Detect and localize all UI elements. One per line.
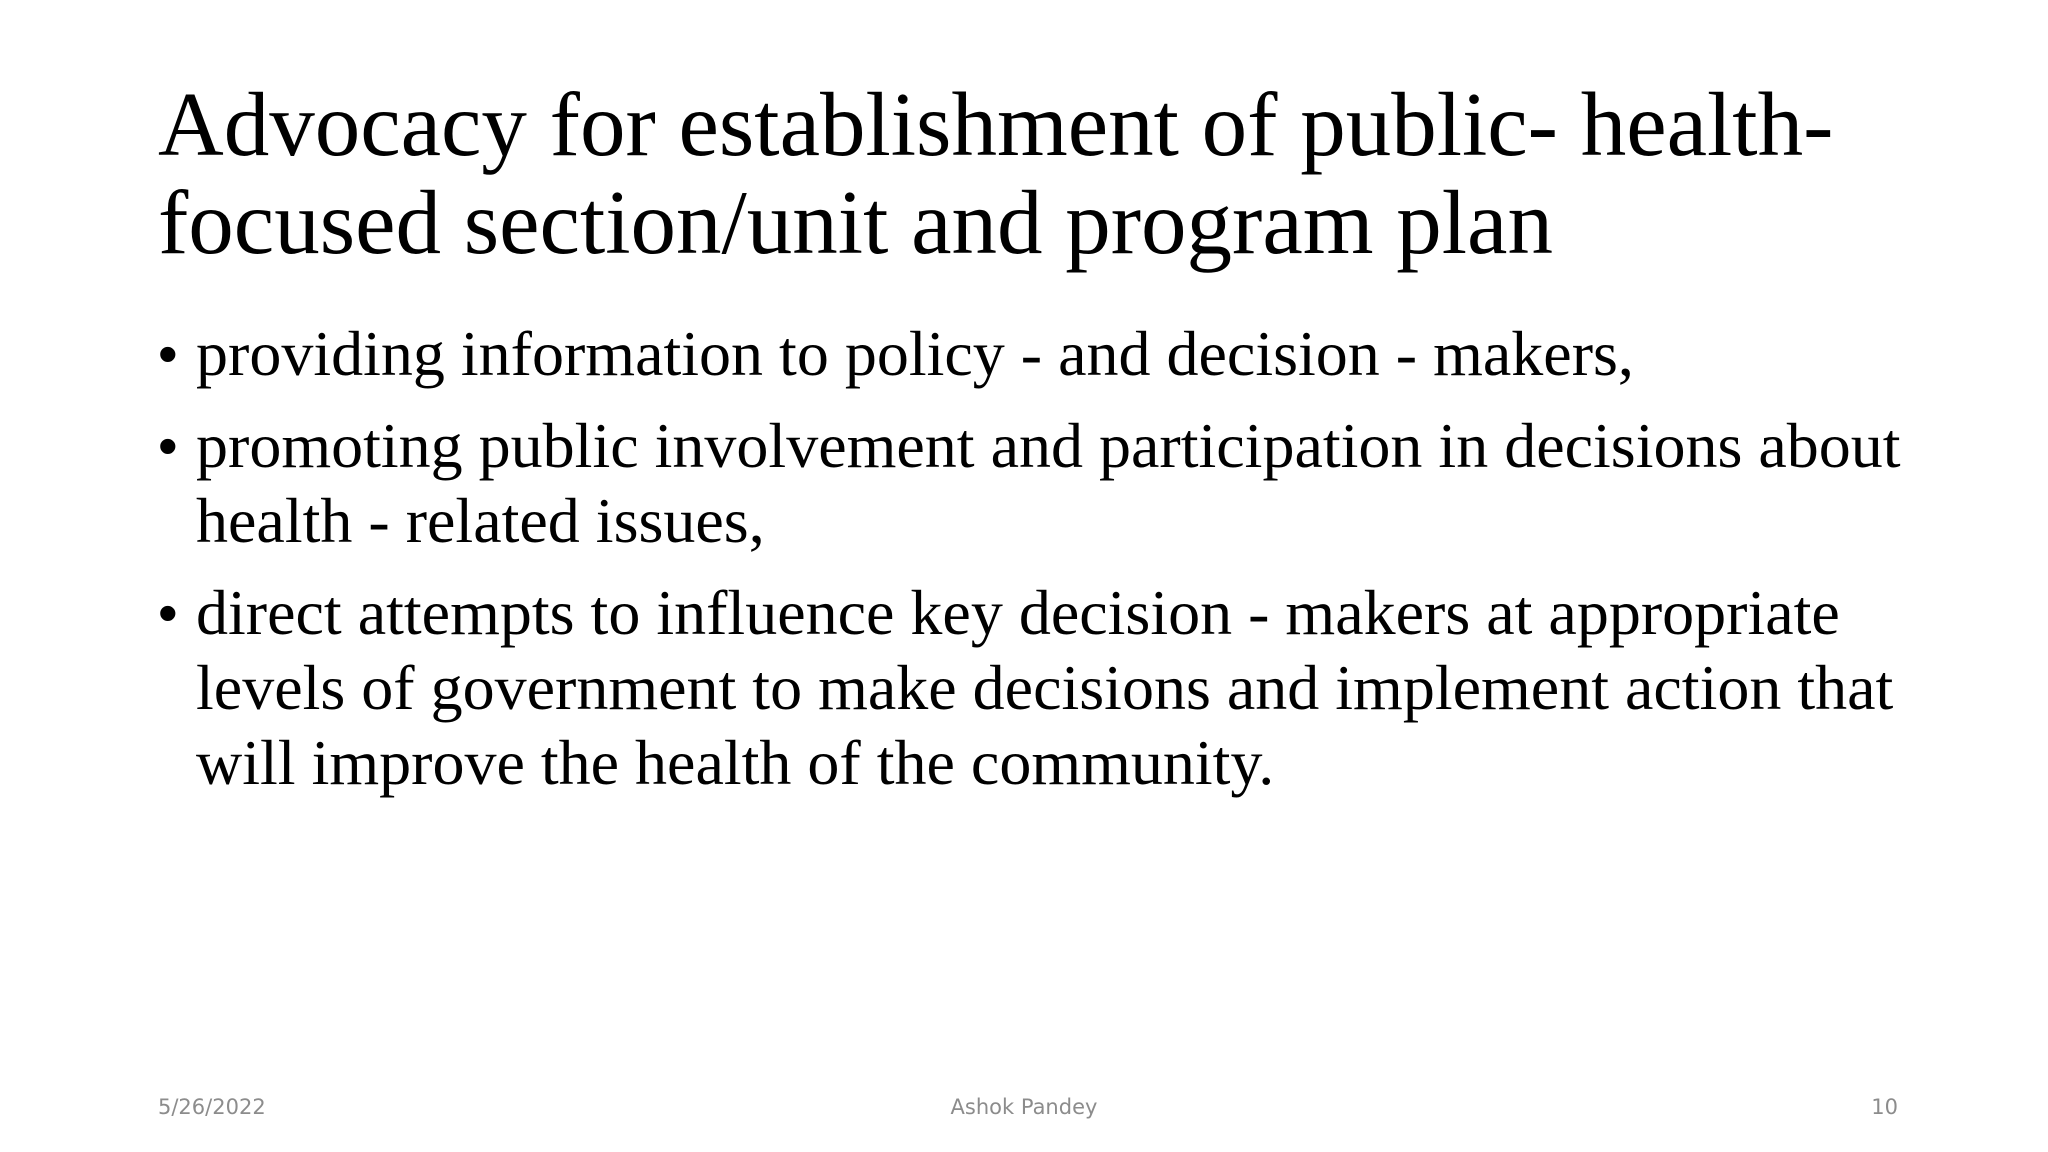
bullet-text: promoting public involvement and participation in decisions about health - related issues, (196, 410, 1901, 556)
bullet-item (158, 575, 1918, 800)
bullet-marker: • (158, 414, 178, 477)
bullet-marker: • (158, 581, 178, 644)
bullet-item (158, 316, 1918, 391)
slide-title: Advocacy for establishment of public- health- focused section/unit and program plan (158, 74, 1834, 273)
footer-author: Ashok Pandey (950, 1095, 1098, 1119)
footer-page-number: 10 (1871, 1095, 1898, 1119)
bullet-text: providing information to policy - and decision - makers, (196, 318, 1634, 389)
bullet-list (158, 316, 1918, 817)
footer-date: 5/26/2022 (158, 1095, 266, 1119)
bullet-marker: • (158, 322, 178, 385)
bullet-text: direct attempts to influence key decision - makers at appropriate levels of government to make decisions and implement action that will improve the health of the community. (196, 577, 1894, 798)
bullet-item (158, 408, 1918, 558)
